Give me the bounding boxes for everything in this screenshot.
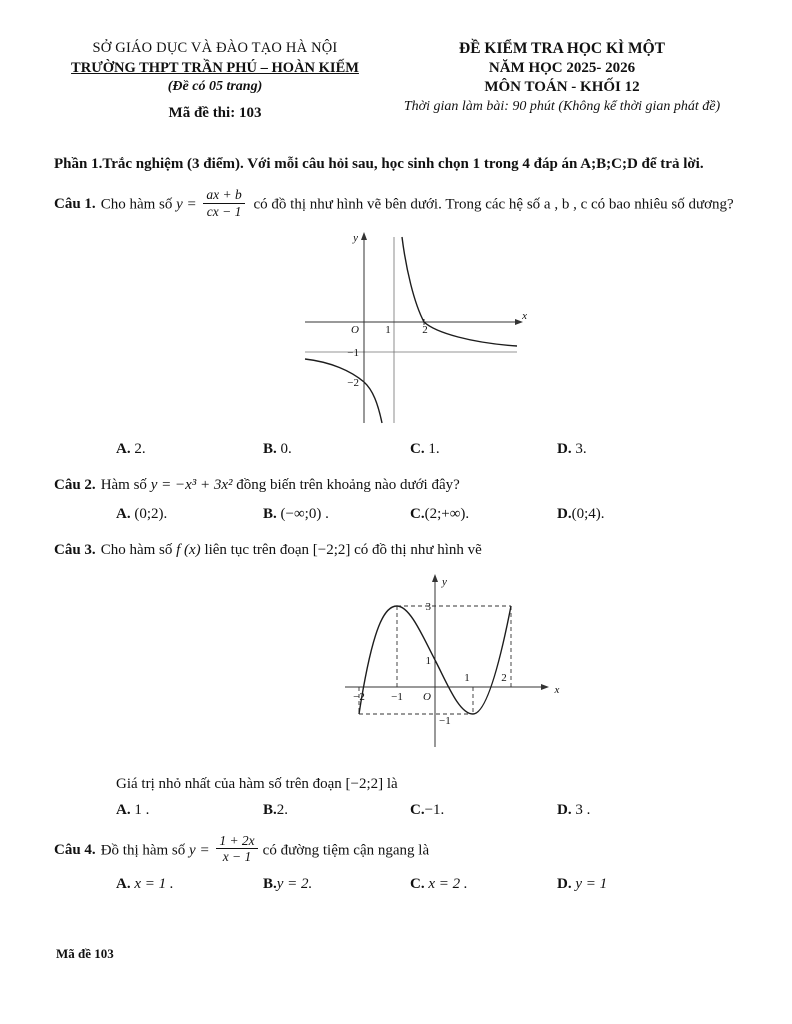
option-d-text: 3.: [571, 441, 587, 458]
figure2-graph: [305, 569, 565, 759]
question-3-option-c: [410, 802, 557, 819]
question-2-options: [116, 506, 748, 523]
curve-right-branch: [402, 237, 517, 346]
question-4: [54, 832, 748, 893]
option-a-text: (0;2).: [130, 506, 168, 523]
page-footer-exam-code: Mã đề 103: [56, 946, 114, 961]
question-4-option-a: [116, 876, 263, 893]
question-1-option-c: [410, 441, 557, 458]
question-3-options: [116, 802, 748, 819]
question-3-text: [54, 539, 748, 562]
question-1-after: có đồ thị như hình vẽ bên dưới. Trong các hệ số a , b , c có bao nhiêu số dương?: [249, 196, 734, 213]
x-axis-label: x: [521, 310, 527, 323]
question-1-fraction: [203, 187, 244, 219]
origin-label: O: [423, 690, 431, 703]
question-1-option-d: [557, 441, 587, 458]
fraction-denominator: cx − 1: [206, 203, 242, 219]
option-c-letter: C.: [410, 506, 425, 523]
figure1-graph: [269, 227, 534, 427]
question-1-options: [116, 441, 748, 458]
question-4-option-d: [557, 876, 607, 893]
x-tick-minus1: −1: [391, 690, 403, 703]
question-3-followup: Giá trị nhỏ nhất của hàm số trên đoạn [−2;2] là: [116, 775, 398, 792]
y-tick-minus2: −2: [346, 377, 359, 390]
question-3: [54, 539, 748, 818]
question-2: [54, 474, 748, 523]
school-name: TRƯỜNG THPT TRẦN PHÚ – HOÀN KIẾM: [71, 60, 359, 76]
option-c-text: x = 2 .: [424, 875, 468, 892]
question-3-before: Cho hàm số: [100, 542, 177, 559]
option-b-letter: B.: [263, 441, 277, 458]
question-1-figure: [54, 227, 748, 432]
y-tick-3: 3: [425, 600, 431, 613]
question-2-option-a: [116, 506, 263, 523]
question-1-label: Câu 1.: [54, 196, 96, 213]
fraction-numerator: ax + b: [203, 187, 244, 204]
option-d-letter: D.: [557, 875, 572, 892]
question-3-option-a: [116, 802, 263, 819]
option-a-text: x = 1 .: [130, 875, 174, 892]
option-b-text: 0.: [276, 441, 292, 458]
question-1-option-b: [263, 441, 410, 458]
option-b-letter: B.: [263, 506, 277, 523]
question-4-formula-lhs: y =: [189, 841, 214, 858]
question-1-text: [54, 189, 748, 221]
option-c-letter: C.: [410, 875, 425, 892]
question-3-figure: [88, 569, 782, 764]
x-tick-1: 1: [384, 324, 391, 337]
exam-header: [54, 40, 748, 122]
question-4-text: [54, 832, 748, 867]
question-2-option-b: [263, 506, 410, 523]
question-4-label: Câu 4.: [54, 841, 96, 858]
option-d-text: y = 1: [571, 875, 608, 892]
question-2-formula: y = −x³ + 3x²: [150, 477, 233, 494]
exam-title: ĐỀ KIỂM TRA HỌC KÌ MỘT: [459, 40, 665, 57]
option-a-letter: A.: [116, 441, 131, 458]
option-c-text: (2;+∞).: [424, 506, 470, 523]
fraction-denominator: x − 1: [222, 849, 252, 865]
option-d-letter: D.: [557, 506, 572, 523]
x-tick-1: 1: [464, 671, 470, 684]
exam-code: Mã đề thi: 103: [168, 105, 262, 121]
question-1-before: Cho hàm số: [100, 196, 177, 213]
fraction-numerator: 1 + 2x: [216, 833, 257, 850]
department-name: SỞ GIÁO DỤC VÀ ĐÀO TẠO HÀ NỘI: [92, 40, 338, 56]
option-b-text: (−∞;0) .: [276, 506, 329, 523]
x-tick-minus2: −2: [353, 690, 365, 703]
part1-heading: Phần 1.Trắc nghiệm (3 điểm). Với mỗi câu hỏi sau, học sinh chọn 1 trong 4 đáp án A;B;C;D để trả lời.: [54, 156, 704, 172]
option-d-text: (0;4).: [571, 506, 605, 523]
header-right: [376, 40, 748, 122]
y-axis-arrow-icon: [361, 232, 367, 240]
option-c-text: 1.: [424, 441, 440, 458]
question-3-label: Câu 3.: [54, 542, 96, 559]
duration-note: Thời gian làm bài: 90 phút (Không kể thời gian phát đề): [403, 99, 721, 114]
option-c-letter: C.: [410, 441, 425, 458]
question-4-options: [116, 876, 748, 893]
y-axis-label: y: [442, 575, 447, 588]
y-axis-arrow-icon: [432, 574, 438, 582]
question-3-option-d: [557, 802, 590, 819]
header-left: [54, 40, 376, 122]
question-2-option-c: [410, 506, 557, 523]
option-c-text: −1.: [424, 801, 445, 818]
question-1-formula-lhs: y =: [176, 196, 201, 213]
question-3-formula: f (x): [176, 542, 201, 559]
option-b-letter: B.: [263, 801, 277, 818]
option-b-text: y = 2.: [276, 875, 313, 892]
y-axis-label: y: [352, 232, 358, 245]
option-d-letter: D.: [557, 801, 572, 818]
option-b-text: 2.: [276, 801, 289, 818]
y-tick-1: 1: [425, 654, 431, 667]
option-a-text: 2.: [130, 441, 146, 458]
question-1: [54, 189, 748, 458]
question-4-after: có đường tiệm cận ngang là: [262, 841, 430, 858]
question-2-label: Câu 2.: [54, 477, 96, 494]
question-4-option-c: [410, 876, 557, 893]
y-tick-minus1: −1: [346, 347, 359, 360]
option-b-letter: B.: [263, 875, 277, 892]
question-2-after: đồng biến trên khoảng nào dưới đây?: [232, 477, 460, 494]
question-3-option-b: [263, 802, 410, 819]
curve-left-branch: [305, 359, 382, 423]
option-c-letter: C.: [410, 801, 425, 818]
pages-note: (Đề có 05 trang): [167, 79, 263, 94]
option-a-letter: A.: [116, 875, 131, 892]
option-d-letter: D.: [557, 441, 572, 458]
x-axis-arrow-icon: [541, 684, 549, 690]
y-tick-minus1: −1: [439, 714, 451, 727]
option-a-letter: A.: [116, 506, 131, 523]
option-a-text: 1 .: [130, 801, 150, 818]
x-tick-2: 2: [501, 671, 507, 684]
x-axis-label: x: [554, 683, 560, 696]
question-3-after: liên tục trên đoạn [−2;2] có đồ thị như hình vẽ: [200, 542, 482, 559]
question-2-text: [54, 474, 748, 497]
school-year: NĂM HỌC 2025- 2026: [488, 60, 636, 76]
subject-grade: MÔN TOÁN - KHỐI 12: [484, 79, 640, 95]
origin-label: O: [350, 324, 359, 337]
question-4-fraction: [216, 833, 257, 865]
question-1-option-a: [116, 441, 263, 458]
question-2-option-d: [557, 506, 605, 523]
option-d-text: 3 .: [571, 801, 591, 818]
x-tick-2: 2: [421, 324, 428, 337]
question-2-before: Hàm số: [100, 477, 151, 494]
question-4-option-b: [263, 876, 410, 893]
question-4-before: Đồ thị hàm số: [100, 841, 190, 858]
option-a-letter: A.: [116, 801, 131, 818]
